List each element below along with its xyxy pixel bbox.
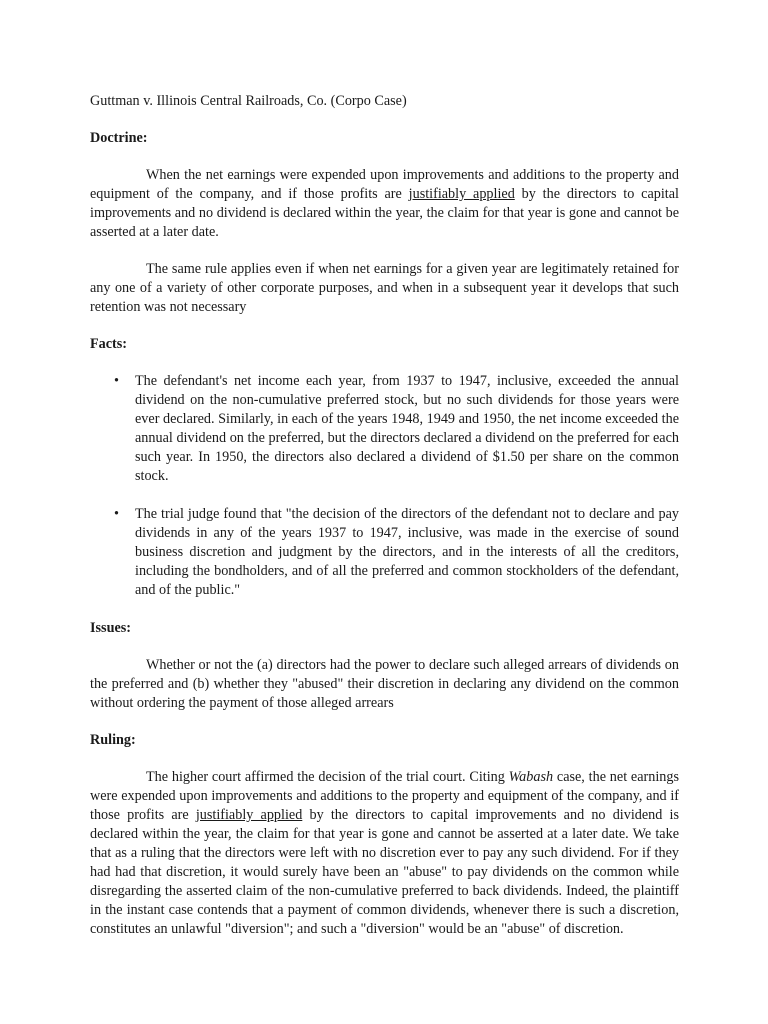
doctrine-heading: Doctrine: [90,130,148,146]
ruling-text: by the directors to capital improvements and no dividend is declared within the year, the claim for that year is gone and cannot be asserted at a later date. We take that as a ruling that the directors were left with no discretion ever to pay any such dividend. For if they had had that discretion, it would surely have been an "abuse" to pay dividends on the common while disregarding the asserted claim of the non-cumulative preferred to back dividends. Indeed, the plaintiff in the instant case contends that a payment of common dividends, whenever there is such a discretion, constitutes an unlawful "diversion"; and such a "diversion" would be an "abuse" of discretion. [90,807,679,937]
facts-list [90,372,679,600]
issues-paragraph: Whether or not the (a) directors had the power to declare such alleged arrears of dividends on the preferred and (b) whether they "abused" their discretion in declaring any dividend on the common without ordering the payment of those alleged arrears [90,657,679,711]
doctrine-text: by the directors to capital improvements and no dividend is declared within the year, the claim for that year is gone and cannot be asserted at a later date. [90,186,679,240]
underlined-phrase: justifiably applied [195,807,303,823]
doctrine-paragraph-1 [90,166,679,242]
facts-heading: Facts: [90,336,128,352]
ruling-text: case, the net earnings were expended upon improvements and additions to the property and equipment of the company, and if those profits are [90,769,679,823]
ruling-paragraph [90,768,679,939]
list-item-text: The trial judge found that "the decision of the directors of the defendant not to declare and pay dividends in any of the years 1937 to 1947, inclusive, was made in the exercise of sound business discretion and judgment by the directors, and in the interests of all the creditors, including the bondholders, and of all the preferred and common stockholders of the defendant, and of the public." [135,506,679,598]
italic-case-name: Wabash [508,769,554,785]
underlined-phrase: justifiably applied [408,186,515,202]
document-title: Guttman v. Illinois Central Railroads, Co. (Corpo Case) [90,93,407,109]
ruling-heading: Ruling: [90,732,136,748]
list-item [90,505,679,600]
bullet-icon: • [114,373,119,389]
doctrine-text: When the net earnings were expended upon improvements and additions to the property and equipment of the company, and if those profits are [90,167,679,202]
list-item-text: The defendant's net income each year, from 1937 to 1947, inclusive, exceeded the annual dividend on the non-cumulative preferred stock, but no such dividends for those years were ever declared. Similarly, in each of the years 1948, 1949 and 1950, the net income exceeded the annual dividend on the preferred, but the directors declared a dividend on the preferred for each such year. In 1950, the directors also declared a dividend of $1.50 per share on the common stock. [135,373,679,484]
ruling-text: The higher court affirmed the decision of the trial court. Citing [146,769,509,785]
doctrine-paragraph-2: The same rule applies even if when net earnings for a given year are legitimately retained for any one of a variety of other corporate purposes, and when in a subsequent year it develops that such retention was not necessary [90,261,679,315]
list-item [90,372,679,486]
document-page [90,92,679,957]
bullet-icon: • [114,506,119,522]
issues-heading: Issues: [90,620,131,636]
